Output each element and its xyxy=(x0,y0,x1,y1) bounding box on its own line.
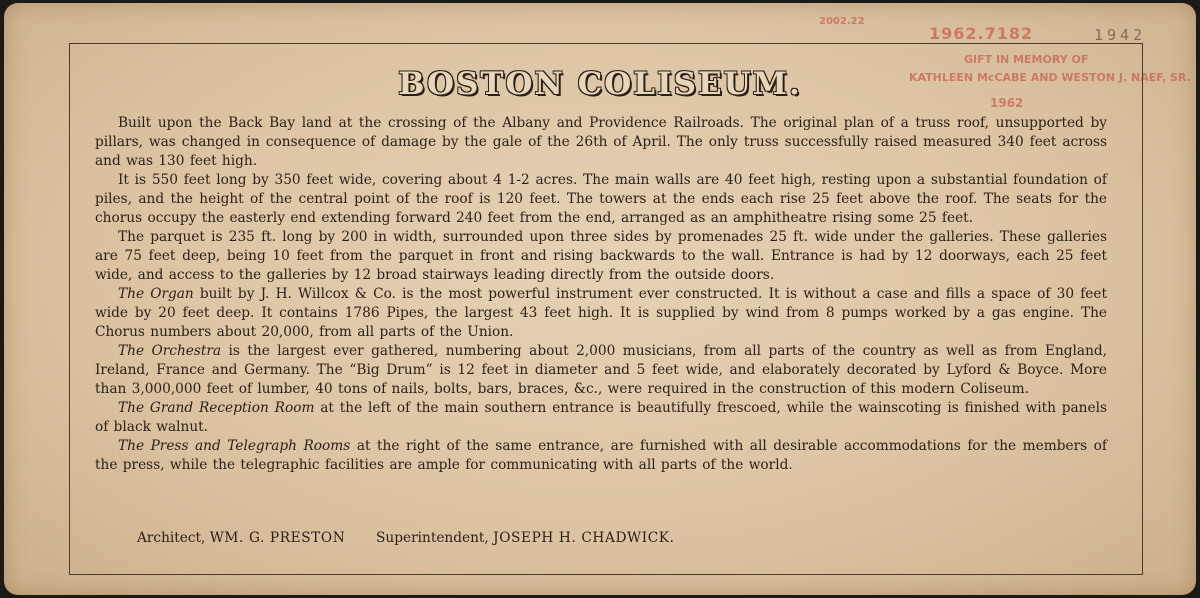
paragraph-parquet xyxy=(95,228,1107,285)
paragraph-dimensions xyxy=(95,171,1107,228)
paragraph-press-rooms xyxy=(95,437,1107,475)
paragraph-reception-room xyxy=(95,399,1107,437)
paragraph-organ xyxy=(95,285,1107,342)
architect-name: WM. G. PRESTON xyxy=(209,530,346,546)
accession-stamp-line-2: 1962.7182 xyxy=(929,24,1034,43)
paragraph-text: is the largest ever gathered, numbering about 2,000 musicians, from all parts of the country as well as from England, Ireland, France and Germany. The “Big Drum” is 12 feet in diameter and 5 feet wide, and elaborately decorated by Lyford & Boyce. More than 3,000,000 feet of lumber, 40 tons of nails, bolts, bars, braces, &c., were required in the construction of this modern Coliseum. xyxy=(95,343,1107,397)
paragraph-text: Built upon the Back Bay land at the crossing of the Albany and Providence Railroads. The original plan of a truss roof, unsupported by pillars, was changed in consequence of damage by the gale of the 26th of April. The only truss successfully raised measured 340 feet across and was 130 feet high. xyxy=(95,115,1107,169)
credits-line xyxy=(137,530,675,546)
paragraph-text: at the right of the same entrance, are furnished with all desirable accommodations for the members of the press, while the telegraphic facilities are ample for communicating with all parts of the world. xyxy=(95,438,1107,473)
paragraph-lead: The Grand Reception Room xyxy=(118,400,315,416)
accession-stamp-line-5: 1962 xyxy=(990,96,1024,110)
paragraph-text: The parquet is 235 ft. long by 200 in width, surrounded upon three sides by promenades 25 ft. wide under the galleries. These galleries are 75 feet deep, being 10 feet from the parquet in front and rising backwards to the wall. Entrance is had by 12 doorways, each 25 feet wide, and access to the galleries by 12 broad stairways leading directly from the outside doors. xyxy=(95,229,1107,283)
paragraph-orchestra xyxy=(95,342,1107,399)
paragraph-text: at the left of the main southern entrance is beautifully frescoed, while the wainscoting is finished with panels of black walnut. xyxy=(95,400,1107,435)
card-number: 1942 xyxy=(1094,26,1147,44)
superintendent-label: Superintendent, xyxy=(376,530,489,546)
accession-stamp-line-1: 2002.22 xyxy=(819,16,865,27)
superintendent-name: JOSEPH H. CHADWICK. xyxy=(493,530,675,546)
description-text xyxy=(95,114,1107,475)
paragraph-lead: The Orchestra xyxy=(118,343,222,359)
paragraph-text: built by J. H. Willcox & Co. is the most powerful instrument ever constructed. It is without a case and fills a space of 30 feet wide by 20 feet deep. It contains 1786 Pipes, the largest 43 feet high. It is supplied by wind from 8 pumps worked by a gas engine. The Chorus numbers about 20,000, from all parts of the Union. xyxy=(95,286,1107,340)
paragraph-lead: The Press and Telegraph Rooms xyxy=(118,438,351,454)
paragraph-location xyxy=(95,114,1107,171)
paragraph-lead: The Organ xyxy=(118,286,194,302)
accession-stamp-line-3: GIFT IN MEMORY OF xyxy=(964,53,1089,66)
page-title: BOSTON COLISEUM. xyxy=(398,66,802,102)
architect-label: Architect, xyxy=(137,530,206,546)
accession-stamp-line-4: KATHLEEN McCABE AND WESTON J. NAEF, SR. xyxy=(909,71,1191,84)
stereograph-card-back xyxy=(4,3,1196,595)
paragraph-text: It is 550 feet long by 350 feet wide, covering about 4 1-2 acres. The main walls are 40 feet high, resting upon a substantial foundation of piles, and the height of the central point of the roof is 120 feet. The towers at the ends each rise 25 feet above the roof. The seats for the chorus occupy the easterly end extending forward 240 feet from the end, arranged as an amphitheatre rising some 25 feet. xyxy=(95,172,1107,226)
